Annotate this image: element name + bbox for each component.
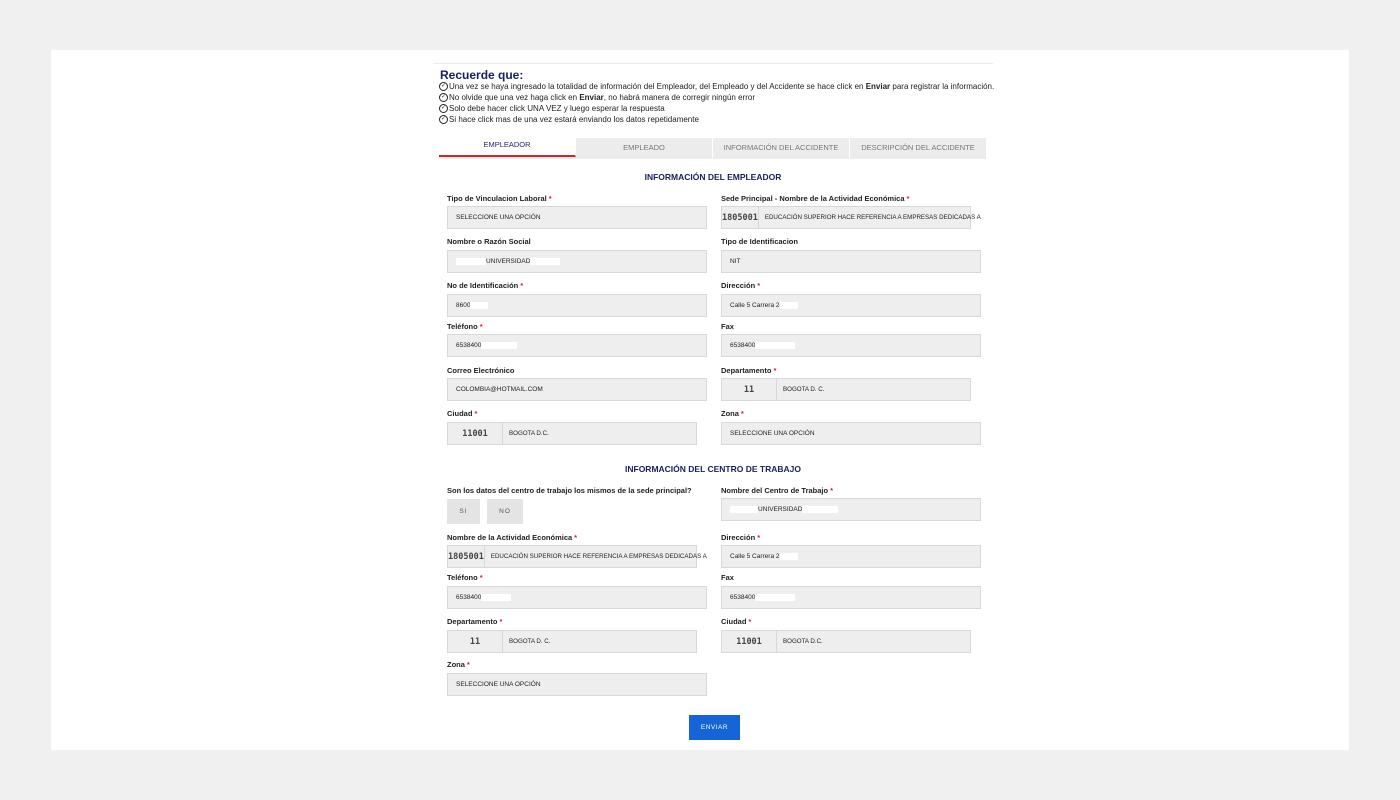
- departamento-label: Departamento *: [721, 366, 777, 375]
- vinculacion-select[interactable]: SELECCIONE UNA OPCIÓN: [447, 206, 707, 229]
- centro-departamento-label: Departamento *: [447, 617, 503, 626]
- centro-telefono-input[interactable]: 6538400: [447, 586, 707, 609]
- centro-direccion-label: Dirección *: [721, 533, 761, 542]
- direccion-label: Dirección *: [721, 281, 761, 290]
- centro-ciudad-text: BOGOTA D.C.: [783, 638, 823, 645]
- vinculacion-label: Tipo de Vinculacion Laboral *: [447, 194, 552, 203]
- check-circle-icon: ✓: [440, 83, 447, 90]
- correo-input[interactable]: COLOMBIA@HOTMAIL.COM: [447, 378, 707, 401]
- ciudad-label: Ciudad *: [447, 409, 478, 418]
- centro-departamento-field[interactable]: [447, 630, 697, 653]
- centro-fax-label: Fax: [721, 573, 734, 582]
- no-id-input[interactable]: 8600: [447, 294, 707, 317]
- check-circle-icon: ✓: [440, 116, 447, 123]
- si-button[interactable]: SI: [447, 499, 480, 524]
- fax-label: Fax: [721, 322, 734, 331]
- telefono-label: Teléfono *: [447, 322, 483, 331]
- correo-label: Correo Electrónico: [447, 366, 515, 375]
- departamento-code: 11: [722, 379, 777, 400]
- telefono-input[interactable]: 6538400: [447, 334, 707, 357]
- departamento-text: BOGOTA D. C.: [783, 386, 825, 393]
- actividad-field[interactable]: [447, 545, 707, 568]
- zona-label: Zona *: [721, 409, 744, 418]
- tipo-id-label: Tipo de Identificacion: [721, 237, 798, 246]
- tab-empleador[interactable]: EMPLEADOR: [439, 136, 576, 157]
- reminder-title: Recuerde que:: [440, 68, 524, 82]
- departamento-field[interactable]: [721, 378, 971, 401]
- centro-nombre-label: Nombre del Centro de Trabajo *: [721, 486, 834, 495]
- centro-ciudad-field[interactable]: [721, 630, 971, 653]
- direccion-input[interactable]: Calle 5 Carrera 2: [721, 294, 981, 317]
- employer-section-title: INFORMACIÓN DEL EMPLEADOR: [644, 172, 782, 182]
- razon-input[interactable]: UNIVERSIDAD: [447, 250, 707, 273]
- tab-descripcion-accidente[interactable]: DESCRIPCIÓN DEL ACCIDENTE: [850, 138, 987, 159]
- no-button[interactable]: NO: [487, 499, 523, 524]
- tab-informacion-accidente[interactable]: INFORMACIÓN DEL ACCIDENTE: [713, 138, 850, 159]
- enviar-button[interactable]: ENVIAR: [689, 715, 740, 740]
- workcenter-section-title: INFORMACIÓN DEL CENTRO DE TRABAJO: [625, 464, 801, 474]
- actividad-label: Nombre de la Actividad Económica *: [447, 533, 578, 542]
- ciudad-code: 11001: [448, 423, 503, 444]
- actividad-code: 1805001: [448, 546, 485, 567]
- reminder-line-3: ✓ Solo debe hacer click UNA VEZ y luego esperar la respuesta: [440, 104, 665, 113]
- centro-ciudad-label: Ciudad *: [721, 617, 752, 626]
- centro-departamento-text: BOGOTA D. C.: [509, 638, 551, 645]
- ciudad-field[interactable]: [447, 422, 697, 445]
- reminder-line-4: ✓ Si hace click mas de una vez estará enviando los datos repetidamente: [440, 115, 699, 124]
- form-tabs: [439, 138, 987, 159]
- centro-ciudad-code: 11001: [722, 631, 777, 652]
- sede-actividad-field[interactable]: [721, 206, 981, 229]
- centro-direccion-input[interactable]: Calle 5 Carrera 2: [721, 545, 981, 568]
- check-circle-icon: ✓: [440, 105, 447, 112]
- centro-nombre-input[interactable]: UNIVERSIDAD: [721, 498, 981, 521]
- sede-code: 1805001: [722, 207, 759, 228]
- check-circle-icon: ✓: [440, 94, 447, 101]
- fax-input[interactable]: 6538400: [721, 334, 981, 357]
- zona-select[interactable]: SELECCIONE UNA OPCIÓN: [721, 422, 981, 445]
- razon-label: Nombre o Razón Social: [447, 237, 531, 246]
- centro-fax-input[interactable]: 6538400: [721, 586, 981, 609]
- centro-telefono-label: Teléfono *: [447, 573, 483, 582]
- top-divider: [433, 63, 993, 64]
- sede-text: EDUCACIÓN SUPERIOR HACE REFERENCIA A EMPRESAS DEDICADAS A: [764, 214, 981, 221]
- reminder-line-1: ✓ Una vez se haya ingresado la totalidad de información del Empleador, del Empleado y del Accidente se hace click en Enviar para registrar la información.: [440, 82, 995, 91]
- centro-departamento-code: 11: [448, 631, 503, 652]
- reminder-line-2: ✓ No olvide que una vez haga click en Enviar, no habrá manera de corregir ningún error: [440, 93, 755, 102]
- centro-zona-label: Zona *: [447, 660, 470, 669]
- actividad-text: EDUCACIÓN SUPERIOR HACE REFERENCIA A EMPRESAS DEDICADAS A: [490, 553, 707, 560]
- tab-empleado[interactable]: EMPLEADO: [576, 138, 713, 159]
- tipo-id-input[interactable]: NIT: [721, 250, 981, 273]
- same-data-label: Son los datos del centro de trabajo los mismos de la sede principal?: [447, 486, 692, 495]
- no-id-label: No de Identificación *: [447, 281, 524, 290]
- sede-label: Sede Principal - Nombre de la Actividad Económica *: [721, 194, 910, 203]
- ciudad-text: BOGOTA D.C.: [509, 430, 549, 437]
- centro-zona-select[interactable]: SELECCIONE UNA OPCIÓN: [447, 673, 707, 696]
